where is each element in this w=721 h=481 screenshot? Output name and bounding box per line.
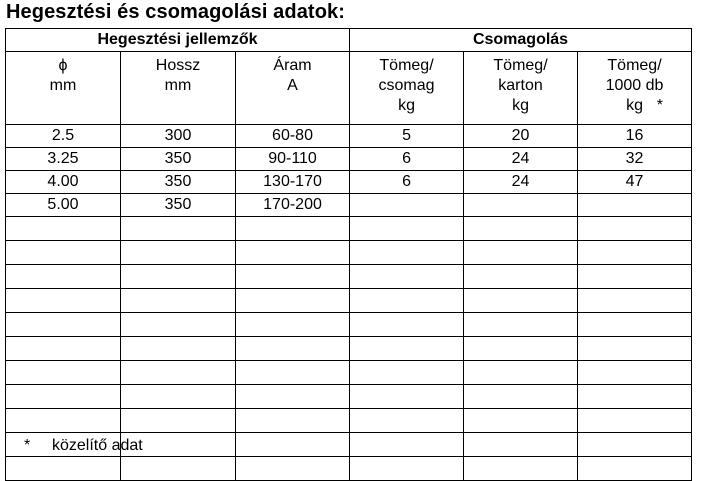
table-cell bbox=[350, 457, 464, 481]
table-cell bbox=[464, 217, 578, 241]
column-header-line: mm bbox=[49, 77, 77, 94]
table-cell bbox=[236, 409, 350, 433]
table-cell bbox=[6, 313, 121, 337]
table-cell: 16 bbox=[578, 125, 692, 148]
table-cell: 300 bbox=[121, 125, 236, 148]
table-cell: 130-170 bbox=[236, 171, 350, 194]
table-cell bbox=[350, 361, 464, 385]
column-header-line: ϕ bbox=[58, 57, 68, 74]
table-cell bbox=[578, 457, 692, 481]
empty-table-row bbox=[6, 241, 692, 265]
table-cell bbox=[578, 217, 692, 241]
column-header-line: Áram bbox=[273, 57, 312, 74]
table-cell bbox=[6, 265, 121, 289]
table-cell bbox=[6, 457, 121, 481]
table-cell: 6 bbox=[350, 171, 464, 194]
column-header-length bbox=[121, 52, 236, 125]
table-row bbox=[6, 148, 692, 171]
empty-table-row bbox=[6, 265, 692, 289]
table-cell: 350 bbox=[121, 194, 236, 217]
table-cell bbox=[236, 361, 350, 385]
table-cell bbox=[236, 385, 350, 409]
column-header-line: 1000 db bbox=[605, 77, 664, 94]
table-cell: 60-80 bbox=[236, 125, 350, 148]
column-header-line: Hossz bbox=[155, 57, 201, 74]
table-cell bbox=[236, 241, 350, 265]
table-cell bbox=[350, 409, 464, 433]
footnote-text: közelítő adat bbox=[52, 437, 143, 454]
column-header-unit: kg bbox=[626, 97, 643, 114]
table-cell: 20 bbox=[464, 125, 578, 148]
table-cell bbox=[578, 409, 692, 433]
table-cell bbox=[6, 241, 121, 265]
column-header-row bbox=[6, 52, 692, 125]
footnote-mark: * bbox=[24, 437, 31, 454]
table-cell bbox=[121, 313, 236, 337]
table-cell bbox=[464, 265, 578, 289]
column-header-line: A bbox=[287, 77, 298, 94]
table-cell bbox=[464, 409, 578, 433]
column-header-weight-per-carton bbox=[464, 52, 578, 125]
table-cell bbox=[464, 313, 578, 337]
table-cell: 170-200 bbox=[236, 194, 350, 217]
table-cell bbox=[464, 241, 578, 265]
table-cell bbox=[350, 194, 464, 217]
footnote bbox=[24, 437, 143, 455]
table-cell bbox=[121, 217, 236, 241]
empty-table-row bbox=[6, 217, 692, 241]
table-cell bbox=[6, 337, 121, 361]
table-cell bbox=[578, 241, 692, 265]
table-cell bbox=[464, 337, 578, 361]
table-cell bbox=[236, 337, 350, 361]
table-cell bbox=[578, 433, 692, 457]
column-header-current bbox=[236, 52, 350, 125]
table-cell: 350 bbox=[121, 148, 236, 171]
column-header-diameter bbox=[6, 52, 121, 125]
data-table bbox=[5, 28, 692, 481]
page-title: Hegesztési és csomagolási adatok: bbox=[6, 1, 345, 23]
empty-table-row bbox=[6, 289, 692, 313]
table-cell bbox=[6, 409, 121, 433]
column-header-line: csomag bbox=[378, 77, 435, 94]
table-cell bbox=[464, 457, 578, 481]
table-cell bbox=[121, 289, 236, 313]
table-row bbox=[6, 194, 692, 217]
table-cell: 5.00 bbox=[6, 194, 121, 217]
table-cell: 47 bbox=[578, 171, 692, 194]
column-header-line: Tömeg/ bbox=[607, 57, 662, 74]
table-cell bbox=[350, 433, 464, 457]
table-cell bbox=[350, 217, 464, 241]
table-cell bbox=[350, 289, 464, 313]
table-cell: 90-110 bbox=[236, 148, 350, 171]
table-cell: 24 bbox=[464, 148, 578, 171]
table-cell: 32 bbox=[578, 148, 692, 171]
table-cell bbox=[121, 361, 236, 385]
table-cell bbox=[236, 457, 350, 481]
table-cell bbox=[236, 265, 350, 289]
table-cell bbox=[464, 194, 578, 217]
table-cell bbox=[121, 385, 236, 409]
column-header-line: kg bbox=[512, 97, 529, 114]
column-header-line: kg bbox=[398, 97, 415, 114]
column-header-line: Tömeg/ bbox=[493, 57, 548, 74]
table-row bbox=[6, 171, 692, 194]
table-cell bbox=[464, 361, 578, 385]
table-cell bbox=[6, 361, 121, 385]
table-cell: 2.5 bbox=[6, 125, 121, 148]
empty-table-row bbox=[6, 313, 692, 337]
table-cell bbox=[6, 385, 121, 409]
table-cell bbox=[236, 289, 350, 313]
empty-table-row bbox=[6, 337, 692, 361]
table-cell bbox=[121, 457, 236, 481]
group-header-packaging: Csomagolás bbox=[350, 29, 692, 52]
table-cell bbox=[121, 241, 236, 265]
column-header-weight-per-1000 bbox=[578, 52, 692, 125]
column-header-line bbox=[578, 96, 691, 116]
table-cell bbox=[578, 265, 692, 289]
table-cell: 350 bbox=[121, 171, 236, 194]
empty-table-row bbox=[6, 385, 692, 409]
table-cell bbox=[121, 265, 236, 289]
table-cell: 4.00 bbox=[6, 171, 121, 194]
table-cell bbox=[578, 337, 692, 361]
table-cell bbox=[350, 241, 464, 265]
group-header-welding: Hegesztési jellemzők bbox=[6, 29, 350, 52]
column-header-line: mm bbox=[164, 77, 192, 94]
table-cell bbox=[464, 289, 578, 313]
table-cell bbox=[464, 433, 578, 457]
table-row bbox=[6, 125, 692, 148]
table-cell bbox=[578, 194, 692, 217]
table-cell bbox=[236, 313, 350, 337]
table-cell bbox=[236, 217, 350, 241]
table-cell: 3.25 bbox=[6, 148, 121, 171]
table-cell bbox=[121, 409, 236, 433]
table-cell bbox=[578, 313, 692, 337]
table-cell bbox=[350, 337, 464, 361]
approximation-mark: * bbox=[656, 97, 664, 114]
table-cell bbox=[6, 289, 121, 313]
table-body bbox=[6, 125, 692, 481]
table-cell bbox=[350, 385, 464, 409]
table-cell bbox=[236, 433, 350, 457]
table-cell bbox=[6, 217, 121, 241]
table-cell bbox=[121, 337, 236, 361]
table-cell: 6 bbox=[350, 148, 464, 171]
table-cell bbox=[464, 385, 578, 409]
group-header-row bbox=[6, 29, 692, 52]
table-cell bbox=[578, 361, 692, 385]
empty-table-row bbox=[6, 361, 692, 385]
column-header-line: Tömeg/ bbox=[379, 57, 434, 74]
table-cell: 24 bbox=[464, 171, 578, 194]
table-cell bbox=[350, 313, 464, 337]
table-cell: 5 bbox=[350, 125, 464, 148]
column-header-line: karton bbox=[498, 77, 543, 94]
column-header-weight-per-pack bbox=[350, 52, 464, 125]
table-cell bbox=[578, 289, 692, 313]
empty-table-row bbox=[6, 457, 692, 481]
empty-table-row bbox=[6, 409, 692, 433]
table-cell bbox=[350, 265, 464, 289]
table-cell bbox=[578, 385, 692, 409]
